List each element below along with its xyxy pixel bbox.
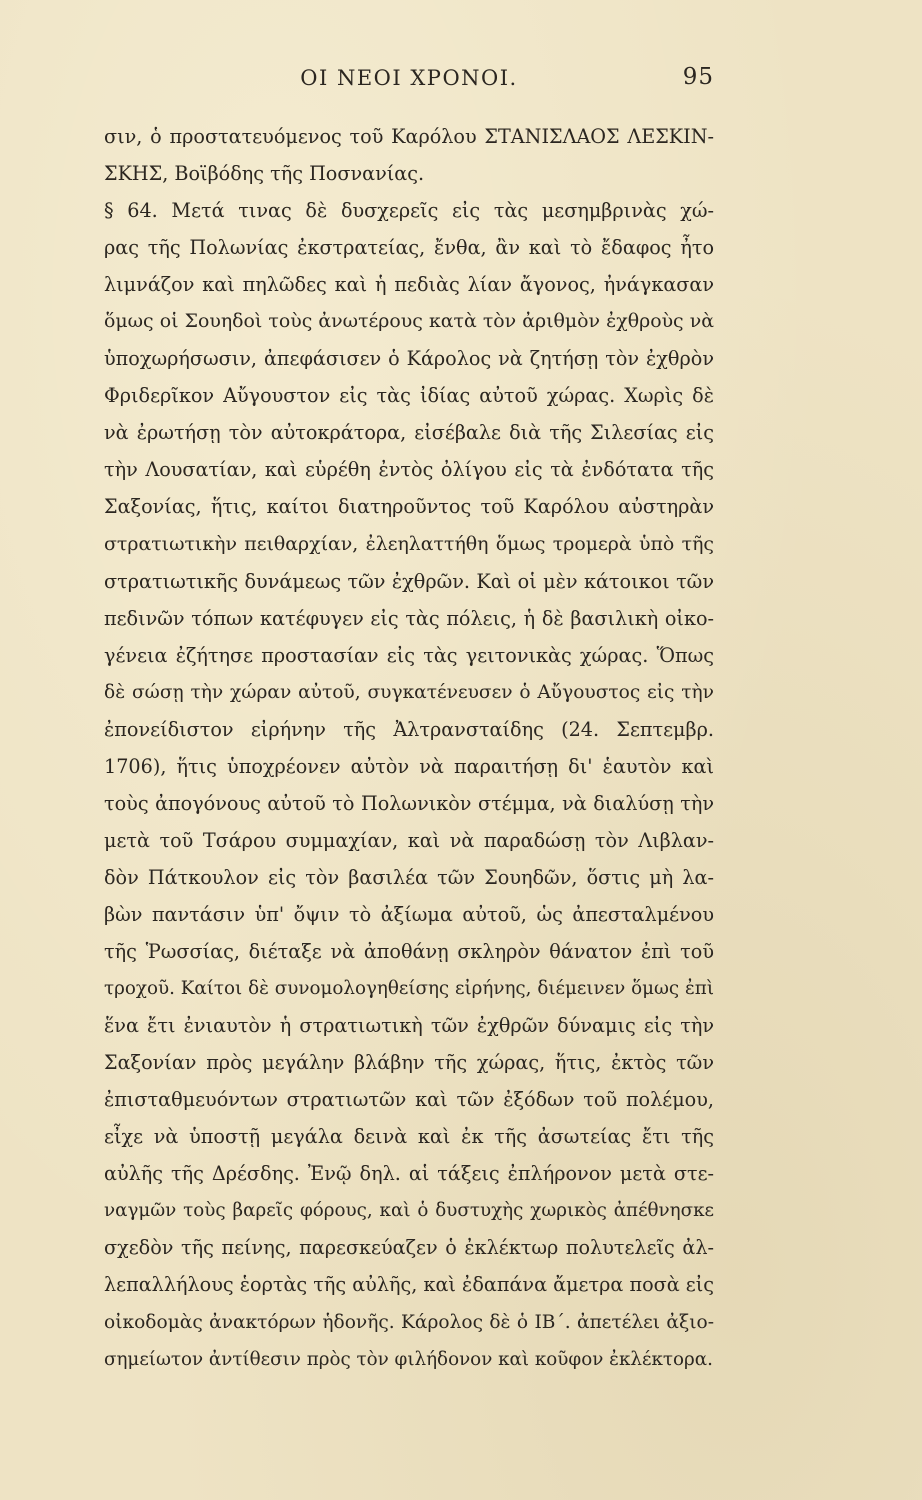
text-line: ναγμῶν τοὺς βαρεῖς φόρους, καὶ ὁ δυστυχὴς χωρικὸς ἀπέθνησκε [104, 1200, 714, 1222]
text-line: λεπαλλήλους ἑορτὰς τῆς αὐλῆς, καὶ ἐδαπάνα ἄμετρα ποσὰ εἰς [104, 1273, 714, 1297]
text-line: 1706), ἥτις ὑποχρέονεν αὐτὸν νὰ παραιτήσῃ δι' ἑαυτὸν καὶ [104, 754, 714, 778]
text-line: τῆς Ῥωσσίας, διέταξε νὰ ἀποθάνῃ σκληρὸν θάνατον ἐπὶ τοῦ [104, 940, 714, 964]
text-line: τὴν Λουσατίαν, καὶ εὑρέθη ἐντὸς ὀλίγου εἰς τὰ ἐνδότατα τῆς [104, 458, 714, 482]
page-header [104, 62, 714, 98]
text-line: στρατιωτικὴν πειθαρχίαν, ἐλεηλαττήθη ὅμως τρομερὰ ὑπὸ τῆς [104, 532, 714, 555]
text-line: ἕνα ἔτι ἐνιαυτὸν ἡ στρατιωτικὴ τῶν ἐχθρῶν δύναμις εἰς τὴν [104, 1014, 714, 1038]
text-line: ἐπονείδιστον εἰρήνην τῆς Ἀλτρανσταίδης (24. Σεπτεμβρ. [104, 717, 714, 741]
text-line: ΣΚΗΣ, Βοϊβόδης τῆς Ποσνανίας. [104, 162, 425, 186]
text-line: γένεια ἐζήτησε προστασίαν εἰς τὰς γειτονικὰς χώρας. Ὅπως [104, 643, 714, 667]
text-line: Σαξονίας, ἥτις, καίτοι διατηροῦντος τοῦ Καρόλου αὐστηρὰν [104, 495, 714, 519]
text-line: ρας τῆς Πολωνίας ἐκστρατείας, ἔνθα, ἂν καὶ τὸ ἔδαφος ἦτο [104, 236, 714, 260]
text-line: σιν, ὁ προστατευόμενος τοῦ Καρόλου ΣΤΑΝΙΣΛΑΟΣ ΛΕΣΚΙΝ- [104, 125, 714, 148]
text-line: τροχοῦ. Καίτοι δὲ συνομολογηθείσης εἰρήνης, διέμεινεν ὅμως ἐπὶ [104, 978, 714, 1000]
body-text [104, 118, 714, 1378]
text-line: δὸν Πάτκουλον εἰς τὸν βασιλέα τῶν Σουηδῶν, ὅστις μὴ λα- [104, 865, 714, 889]
text-line: τοὺς ἀπογόνους αὐτοῦ τὸ Πολωνικὸν στέμμα, νὰ διαλύσῃ τὴν [104, 791, 714, 815]
text-line: αὐλῆς τῆς Δρέσδης. Ἐνῷ δηλ. αἱ τάξεις ἐπλήρονον μετὰ στε- [104, 1162, 714, 1186]
text-line: § 64. Μετά τινας δὲ δυσχερεῖς εἰς τὰς μεσημβρινὰς χώ- [104, 199, 714, 223]
text-line: ἐπισταθμευόντων στρατιωτῶν καὶ τῶν ἐξόδων τοῦ πολέμου, [104, 1088, 714, 1112]
text-line: ὑποχωρήσωσιν, ἀπεφάσισεν ὁ Κάρολος νὰ ζητήσῃ τὸν ἐχθρὸν [104, 347, 714, 371]
text-line: πεδινῶν τόπων κατέφυγεν εἰς τὰς πόλεις, ἡ δὲ βασιλικὴ οἰκο- [104, 606, 714, 630]
text-line: δὲ σώσῃ τὴν χώραν αὐτοῦ, συγκατένευσεν ὁ Αὔγουστος εἰς τὴν [104, 681, 714, 703]
text-line: ὅμως οἱ Σουηδοὶ τοὺς ἀνωτέρους κατὰ τὸν ἀριθμὸν ἐχθροὺς νὰ [104, 310, 714, 333]
text-line: Σαξονίαν πρὸς μεγάλην βλάβην τῆς χώρας, ἥτις, ἐκτὸς τῶν [104, 1051, 714, 1075]
text-line: εἶχε νὰ ὑποστῇ μεγάλα δεινὰ καὶ ἐκ τῆς ἀσωτείας ἔτι τῆς [104, 1125, 714, 1149]
text-line: Φριδερῖκον Αὔγουστον εἰς τὰς ἰδίας αὐτοῦ χώρας. Χωρὶς δὲ [104, 384, 714, 408]
text-line: λιμνάζον καὶ πηλῶδες καὶ ἡ πεδιὰς λίαν ἄγονος, ἠνάγκασαν [104, 273, 714, 297]
page-number: 95 [682, 64, 714, 90]
text-line: σχεδὸν τῆς πείνης, παρεσκεύαζεν ὁ ἐκλέκτωρ πολυτελεῖς ἀλ- [104, 1236, 714, 1260]
text-line: στρατιωτικῆς δυνάμεως τῶν ἐχθρῶν. Καὶ οἱ μὲν κάτοικοι τῶν [104, 569, 714, 593]
text-line: βὼν παντάσιν ὑπ' ὄψιν τὸ ἀξίωμα αὐτοῦ, ὡς ἀπεσταλμένου [104, 902, 714, 926]
text-line: νὰ ἐρωτήσῃ τὸν αὐτοκράτορα, εἰσέβαλε διὰ τῆς Σιλεσίας εἰς [104, 421, 714, 445]
running-title: ΟΙ ΝΕΟΙ ΧΡΟΝΟΙ. [300, 66, 518, 90]
text-line: μετὰ τοῦ Τσάρου συμμαχίαν, καὶ νὰ παραδώσῃ τὸν Λιβλαν- [104, 828, 714, 852]
text-line: σημείωτον ἀντίθεσιν πρὸς τὸν φιλήδονον καὶ κοῦφον ἐκλέκτορα. [104, 1348, 713, 1370]
text-line: οἰκοδομὰς ἀνακτόρων ἡδονῆς. Κάρολος δὲ ὁ ΙΒ΄. ἀπετέλει ἀξιο- [104, 1311, 714, 1333]
